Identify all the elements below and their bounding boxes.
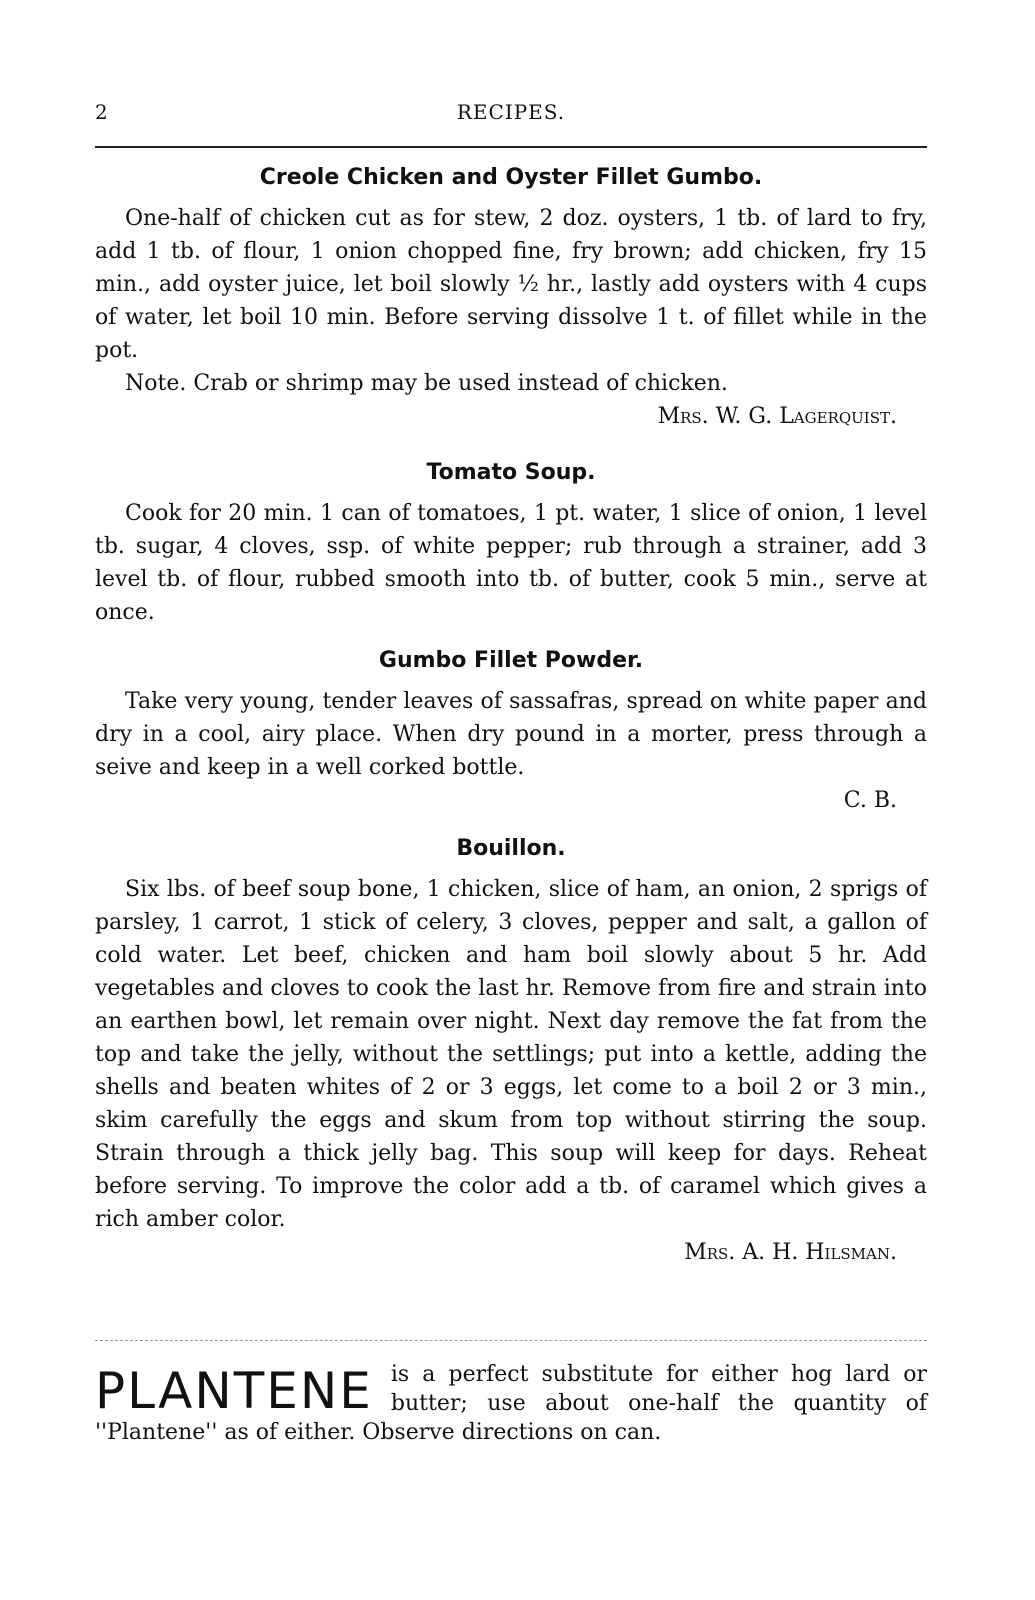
advertisement-text: is a perfect substitute for either hog lard or butter; use about one-half the quantity of ''Plantene'' as of either. Observe directions on can. — [95, 1362, 927, 1445]
recipe-creole-gumbo — [95, 160, 927, 433]
recipe-tomato-soup — [95, 455, 927, 629]
recipe-bouillon — [95, 831, 927, 1269]
page-header — [95, 100, 927, 136]
recipe-title: Gumbo Fillet Powder. — [378, 648, 644, 673]
recipe-title: Creole Chicken and Oyster Fillet Gumbo. — [259, 165, 763, 190]
recipe-title: Tomato Soup. — [426, 460, 596, 485]
recipe-gumbo-fillet-powder — [95, 643, 927, 817]
recipe-text: Take very young, tender leaves of sassafras, spread on white paper and dry in a cool, airy place. When dry pound in a morter, press through a seive and keep in a well corked bottle. — [95, 689, 927, 780]
advertisement — [95, 1360, 927, 1447]
recipe-text: Six lbs. of beef soup bone, 1 chicken, slice of ham, an onion, 2 sprigs of parsley, 1 carrot, 1 stick of celery, 3 cloves, pepper and salt, a gallon of cold water. Let beef, chicken and ham boil slowly about 5 hr. Add vegetables and cloves to cook the last hr. Remove from fire and strain into an earthen bowl, let remain over night. Next day remove the fat from the top and take the jelly, without the settlings; put into a kettle, adding the shells and beaten whites of 2 or 3 eggs, let come to a boil 2 or 3 min., skim carefully the eggs and skum from top without stirring the soup. Strain through a thick jelly bag. This soup will keep for days. Reheat before serving. To improve the color add a tb. of caramel which gives a rich amber color. — [95, 877, 927, 1232]
recipe-signature: Mrs. A. H. Hilsman. — [684, 1240, 897, 1265]
recipe-text: One-half of chicken cut as for stew, 2 doz. oysters, 1 tb. of lard to fry, add 1 tb. of flour, 1 onion chopped fine, fry brown; add chicken, fry 15 min., add oyster juice, let boil slowly ½ hr., lastly add oysters with 4 cups of water, let boil 10 min. Before serving dissolve 1 t. of fillet while in the pot. — [95, 206, 927, 363]
running-title: RECIPES. — [456, 100, 566, 124]
advertisement-brand: PLANTENE — [95, 1362, 373, 1420]
page-number: 2 — [95, 100, 109, 124]
recipe-signature: C. B. — [843, 788, 897, 813]
footer-rule — [95, 1340, 927, 1341]
recipes-body — [95, 160, 927, 1269]
header-rule — [95, 146, 927, 148]
recipe-signature: Mrs. W. G. Lagerquist. — [657, 404, 897, 429]
recipe-text: Cook for 20 min. 1 can of tomatoes, 1 pt. water, 1 slice of onion, 1 level tb. sugar, 4 cloves, ssp. of white pepper; rub through a strainer, add 3 level tb. of flour, rubbed smooth into tb. of butter, cook 5 min., serve at once. — [95, 501, 927, 625]
recipe-title: Bouillon. — [456, 836, 566, 861]
recipe-note: Note. Crab or shrimp may be used instead of chicken. — [125, 371, 728, 396]
